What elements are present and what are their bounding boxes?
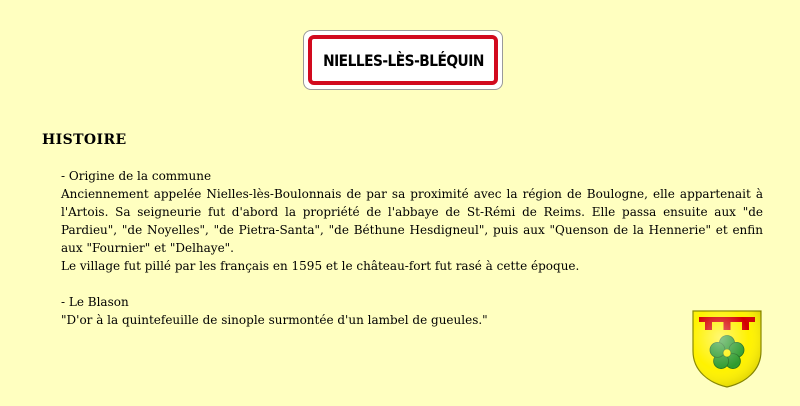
origine-paragraph: Anciennement appelée Nielles-lès-Boulonnais de par sa proximité avec la région de Boulogne, elle appartenait à l'Artois. Sa seigneurie fut d'abord la propriété de l'abbaye de St-Rémi de Reims. Elle passa ensuite aux "de Pardieu", "de Noyelles", "de Pietra-Santa", "de Béthune Hesdigneul", puis aux "Quenson de la Hennerie" et enfin aux "Fournier" et "Delhaye". (61, 187, 763, 255)
origine-note: Le village fut pillé par les français en 1595 et le château-fort fut rasé à cette époque. (61, 259, 580, 273)
coat-of-arms-shield-icon (691, 309, 763, 389)
town-entry-sign (303, 30, 503, 90)
paragraph-spacer (61, 275, 763, 293)
sign-red-border (308, 35, 498, 85)
section-title: HISTOIRE (42, 132, 127, 148)
origine-heading: - Origine de la commune (61, 169, 212, 183)
history-content (61, 167, 763, 329)
blason-heading: - Le Blason (61, 295, 129, 309)
sign-town-name: NIELLES-LÈS-BLÉQUIN (322, 50, 484, 70)
blason-description: "D'or à la quintefeuille de sinople surmontée d'un lambel de gueules." (61, 313, 488, 327)
